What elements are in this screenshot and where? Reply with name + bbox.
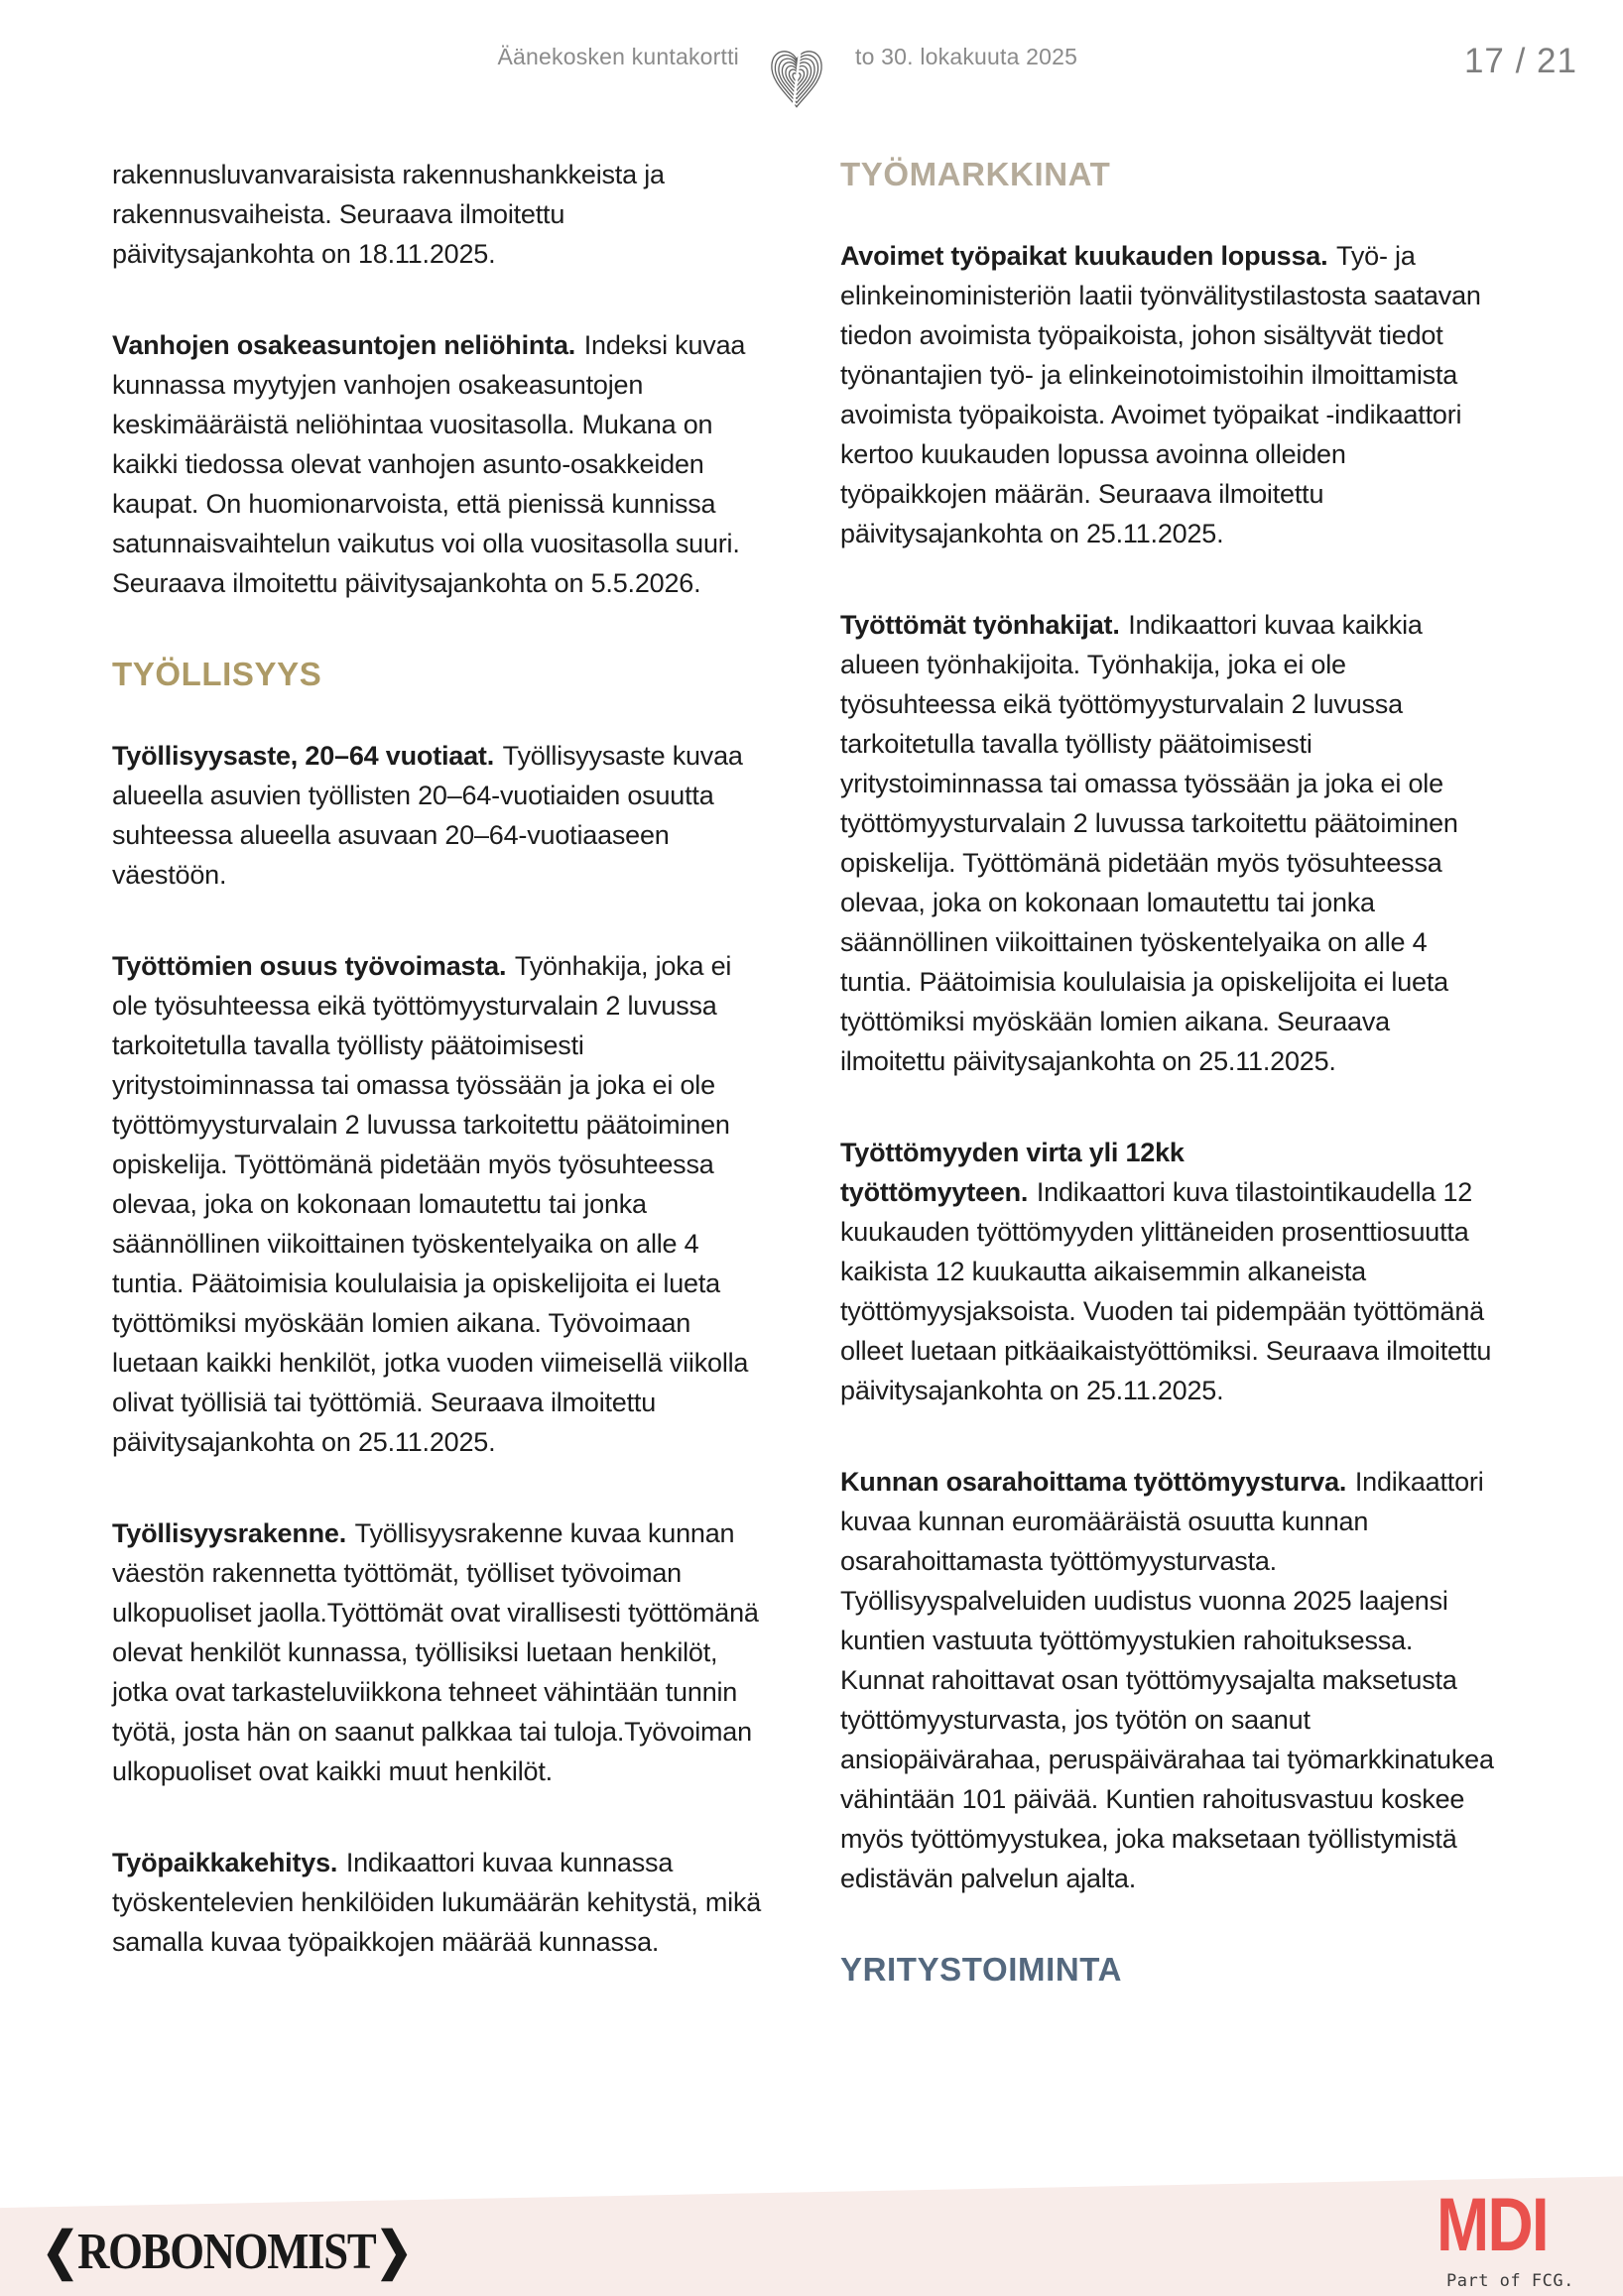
paragraph-intro-continuation — [112, 155, 763, 274]
paragraph-body: Indikaattori kuvaa kunnassa työskentelevien henkilöiden lukumäärän kehitystä, mikä samalla kuvaa työpaikkojen määrää kunnassa. — [112, 1848, 762, 1957]
section-header-yritystoiminta: YRITYSTOIMINTA — [840, 1951, 1123, 1988]
paragraph-tyopaikkakehitys — [112, 1843, 763, 1962]
document-title: Äänekosken kuntakortti — [497, 44, 739, 69]
paragraph-lead: Työllisyysrakenne. — [112, 1518, 347, 1548]
paragraph-body: Työ- ja elinkeinoministeriön laatii työnvälitystilastosta saatavan tiedon avoimista työpaikoista, johon sisältyvät tiedot työnantajien työ- ja elinkeinotoimistoihin ilmoittamista avoimista työpaikoista. Avoimet työpaikat -indikaattori kertoo kuukauden lopussa avoinna olleiden työpaikkojen määrän. Seuraava ilmoitettu päivitysajankohta on 25.11.2025. — [840, 241, 1481, 548]
paragraph-lead: Kunnan osarahoittama työttömyysturva. — [840, 1467, 1347, 1497]
paragraph-body: rakennusluvanvaraisista rakennushankkeista ja rakennusvaiheista. Seuraava ilmoitettu päivitysajankohta on 18.11.2025. — [112, 160, 665, 269]
paragraph-tyollisyysrakenne — [112, 1513, 763, 1791]
paragraph-tyottomien-osuus — [112, 946, 763, 1462]
mdi-logo: MDI — [1436, 2183, 1548, 2267]
paragraph-body: Indeksi kuvaa kunnassa myytyjen vanhojen osakeasuntojen keskimääräistä neliöhintaa vuositasolla. Mukana on kaikki tiedossa olevat vanhojen asunto-osakkeiden kaupat. On huomionarvoista, että pienissä kunnissa satunnaisvaihtelun vaikutus voi olla vuositasolla suuri. Seuraava ilmoitettu päivitysajankohta on 5.5.2026. — [112, 330, 746, 598]
left-column — [112, 155, 763, 2013]
paragraph-body: Työllisyysaste kuvaa alueella asuvien työllisten 20–64-vuotiaiden osuutta suhteessa alueella asuvaan 20–64-vuotiaaseen väestöön. — [112, 741, 743, 890]
paragraph-lead: Työpaikkakehitys. — [112, 1848, 338, 1877]
section-header-tyollisyys: TYÖLLISYYS — [112, 656, 322, 692]
paragraph-body: Indikaattori kuvaa kunnan euromääräistä osuutta kunnan osarahoittamasta työttömyysturvasta. Työllisyyspalveluiden uudistus vuonna 2025 laajensi kuntien vastuuta työttömyystukien rahoituksessa. Kunnat rahoittavat osan työttömyysajalta maksetusta työttömyysturvasta, jos työtön on saanut ansiopäivärahaa, peruspäivärahaa tai työmarkkinatukea vähintään 101 päivää. Kuntien rahoitusvastuu koskee myös työttömyystukea, joka maksetaan työllistymistä edistävän palvelun ajalta. — [840, 1467, 1494, 1893]
paragraph-lead: Työttömät työnhakijat. — [840, 610, 1120, 640]
paragraph-body: Indikaattori kuvaa kaikkia alueen työnhakijoita. Työnhakija, joka ei ole työsuhteessa eikä työttömyysturvalain 2 luvussa tarkoitetulla tavalla työllisty päätoimisesti yritystoiminnassa tai omassa työssään ja joka ei ole työttömyysturvalain 2 luvussa tarkoitettu päätoiminen opiskelija. Työttömänä pidetään myös työsuhteessa olevaa, joka on kokonaan lomautettu tai jonka säännöllinen viikoittainen työskentelyaika on alle 4 tuntia. Päätoimisia koululaisia ja opiskelijoita ei lueta työttömiksi myöskään lomien aikana. Seuraava ilmoitettu päivitysajankohta on 25.11.2025. — [840, 610, 1458, 1076]
paragraph-lead: Avoimet työpaikat kuukauden lopussa. — [840, 241, 1328, 271]
paragraph-lead: Vanhojen osakeasuntojen neliöhinta. — [112, 330, 576, 360]
mdi-tagline: Part of FCG. — [1446, 2271, 1574, 2291]
paragraph-lead: Työttömien osuus työvoimasta. — [112, 951, 507, 981]
section-header-tyomarkkinat: TYÖMARKKINAT — [840, 156, 1111, 192]
fingerprint-heart-logo — [764, 28, 829, 127]
paragraph-lead: Työllisyysaste, 20–64 vuotiaat. — [112, 741, 495, 771]
paragraph-body: Indikaattori kuva tilastointikaudella 12 kuukauden työttömyyden ylittäneiden prosenttiosuutta kaikista 12 kuukautta aikaisemmin alkaneista työttömyysjaksoista. Vuoden tai pidempään työttömänä olleet luetaan pitkäaikaistyöttömiksi. Seuraava ilmoitettu päivitysajankohta on 25.11.2025. — [840, 1177, 1492, 1405]
paragraph-tyottomat-tyonhakijat — [840, 605, 1495, 1081]
paragraph-body: Työnhakija, joka ei ole työsuhteessa eikä työttömyysturvalain 2 luvussa tarkoitetulla tavalla työllisty päätoimisesti yritystoiminnassa tai omassa työssään ja joka ei ole työttömyysturvalain 2 luvussa tarkoitettu päätoiminen opiskelija. Työttömänä pidetään myös työsuhteessa olevaa, joka on kokonaan lomautettu tai jonka säännöllinen viikoittainen työskentelyaika on alle 4 tuntia. Päätoimisia koululaisia ja opiskelijoita ei lueta työttömiksi myöskään lomien aikana. Työvoimaan luetaan kaikki henkilöt, jotka vuoden viimeisellä viikolla olivat työllisiä tai työttömiä. Seuraava ilmoitettu päivitysajankohta on 25.11.2025. — [112, 951, 749, 1457]
paragraph-body: Työllisyysrakenne kuvaa kunnan väestön rakennetta työttömät, työlliset työvoiman ulkopuoliset jaolla.Työttömät ovat virallisesti työttömänä olevat henkilöt kunnassa, työllisiksi luetaan henkilöt, jotka ovat tarkasteluviikkona tehneet vähintään tunnin työtä, josta hän on saanut palkkaa tai tuloja.Työvoiman ulkopuoliset ovat kaikki muut henkilöt. — [112, 1518, 759, 1786]
page-number: 17 / 21 — [1463, 42, 1577, 80]
paragraph-tyottomyyden-virta — [840, 1133, 1495, 1410]
paragraph-lead: Työttömyyden virta yli 12kk työttömyyteen. — [840, 1138, 1185, 1207]
paragraph-tyollisyysaste — [112, 736, 763, 895]
header-date: to 30. lokakuuta 2025 — [855, 44, 1078, 69]
right-column — [840, 155, 1495, 1990]
robonomist-logo: ❮ROBONOMIST❯ — [42, 2224, 412, 2280]
paragraph-neliohinta — [112, 325, 763, 603]
paragraph-avoimet-tyopaikat — [840, 236, 1495, 553]
paragraph-kunnan-osarahoittama — [840, 1462, 1495, 1898]
